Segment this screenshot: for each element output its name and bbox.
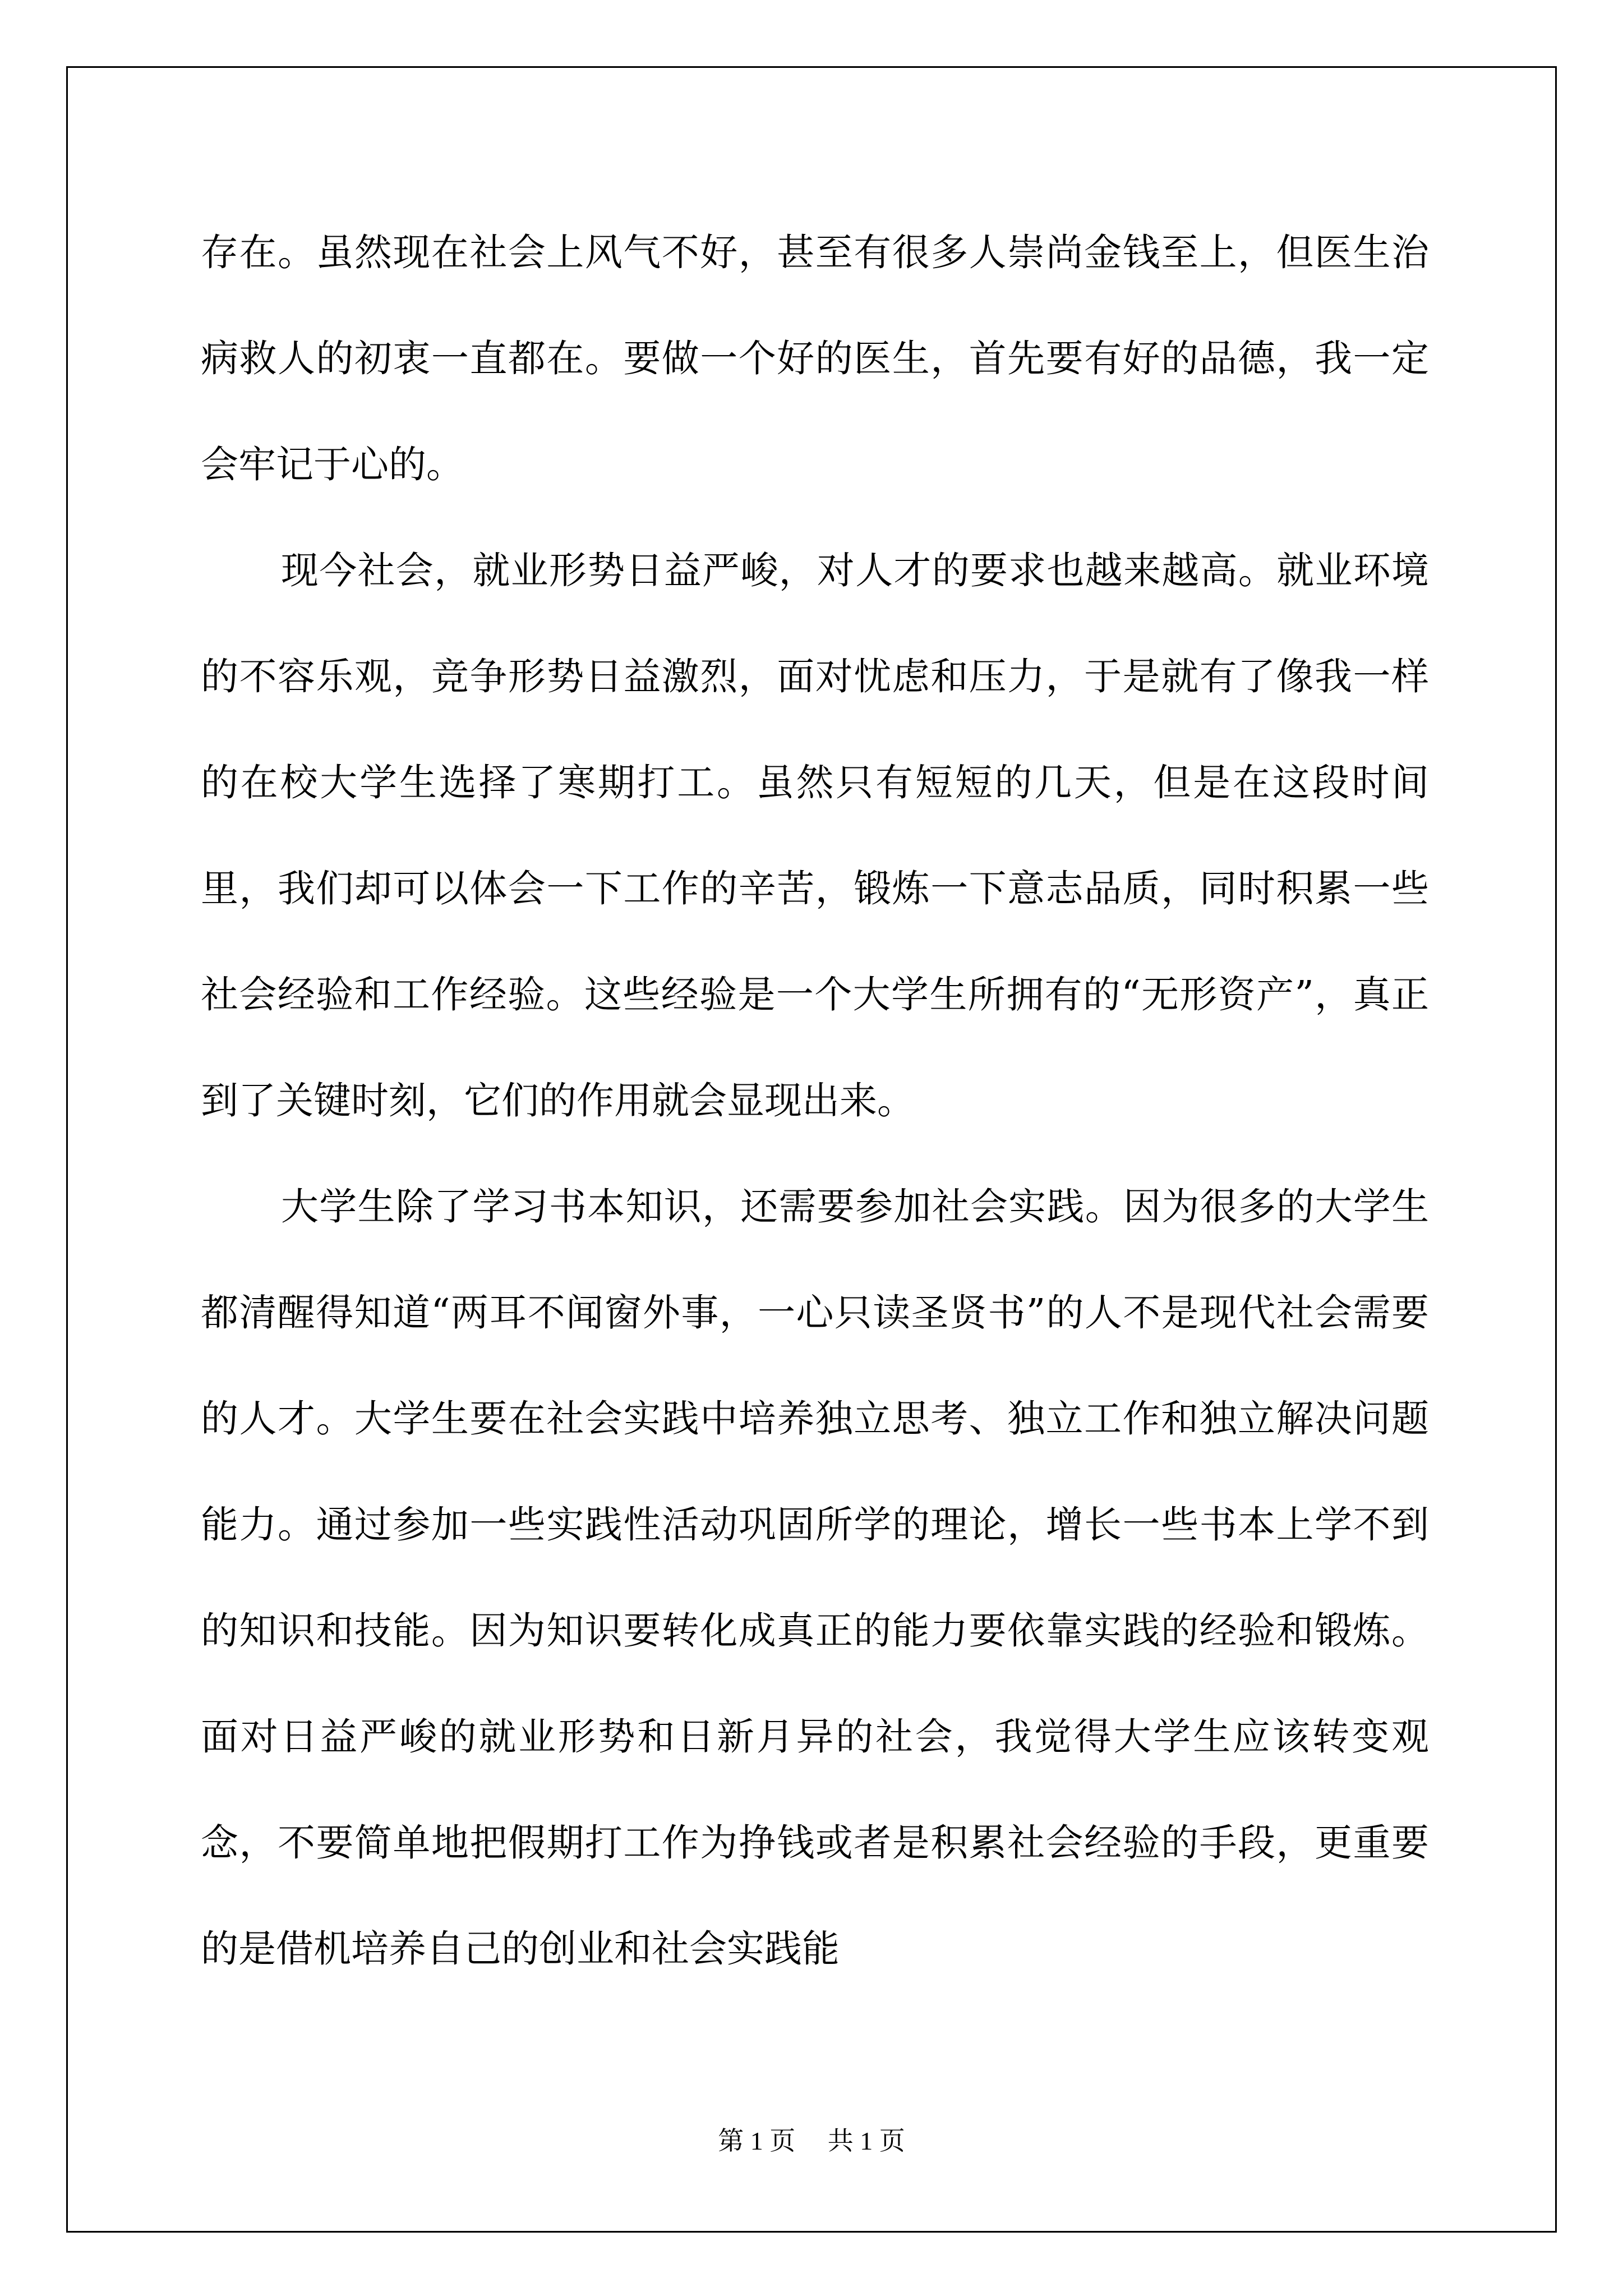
document-body (201, 200, 1429, 2002)
paragraph-2: 现今社会，就业形势日益严峻，对人才的要求也越来越高。就业环境的不容乐观，竞争形势日益激烈，面对忧虑和压力，于是就有了像我一样的在校大学生选择了寒期打工。虽然只有短短的几天，但是在这段时间里，我们却可以体会一下工作的辛苦，锻炼一下意志品质，同时积累一些社会经验和工作经验。这些经验是一个大学生所拥有的“无形资产”，真正到了关键时刻，它们的作用就会显现出来。 (201, 549, 1429, 1122)
paragraph-3: 大学生除了学习书本知识，还需要参加社会实践。因为很多的大学生都清醒得知道“两耳不闻窗外事，一心只读圣贤书”的人不是现代社会需要的人才。大学生要在社会实践中培养独立思考、独立工作和独立解决问题能力。通过参加一些实践性活动巩固所学的理论，增长一些书本上学不到的知识和技能。因为知识要转化成真正的能力要依靠实践的经验和锻炼。面对日益严峻的就业形势和日新月异的社会，我觉得大学生应该转变观念，不要简单地把假期打工作为挣钱或者是积累社会经验的手段，更重要的是借机培养自己的创业和社会实践能 (201, 1185, 1429, 1971)
paragraph-1: 存在。虽然现在社会上风气不好，甚至有很多人崇尚金钱至上，但医生治病救人的初衷一直都在。要做一个好的医生，首先要有好的品德，我一定会牢记于心的。 (201, 231, 1429, 486)
page-number-footer: 第 1 页 共 1 页 (718, 2127, 905, 2155)
